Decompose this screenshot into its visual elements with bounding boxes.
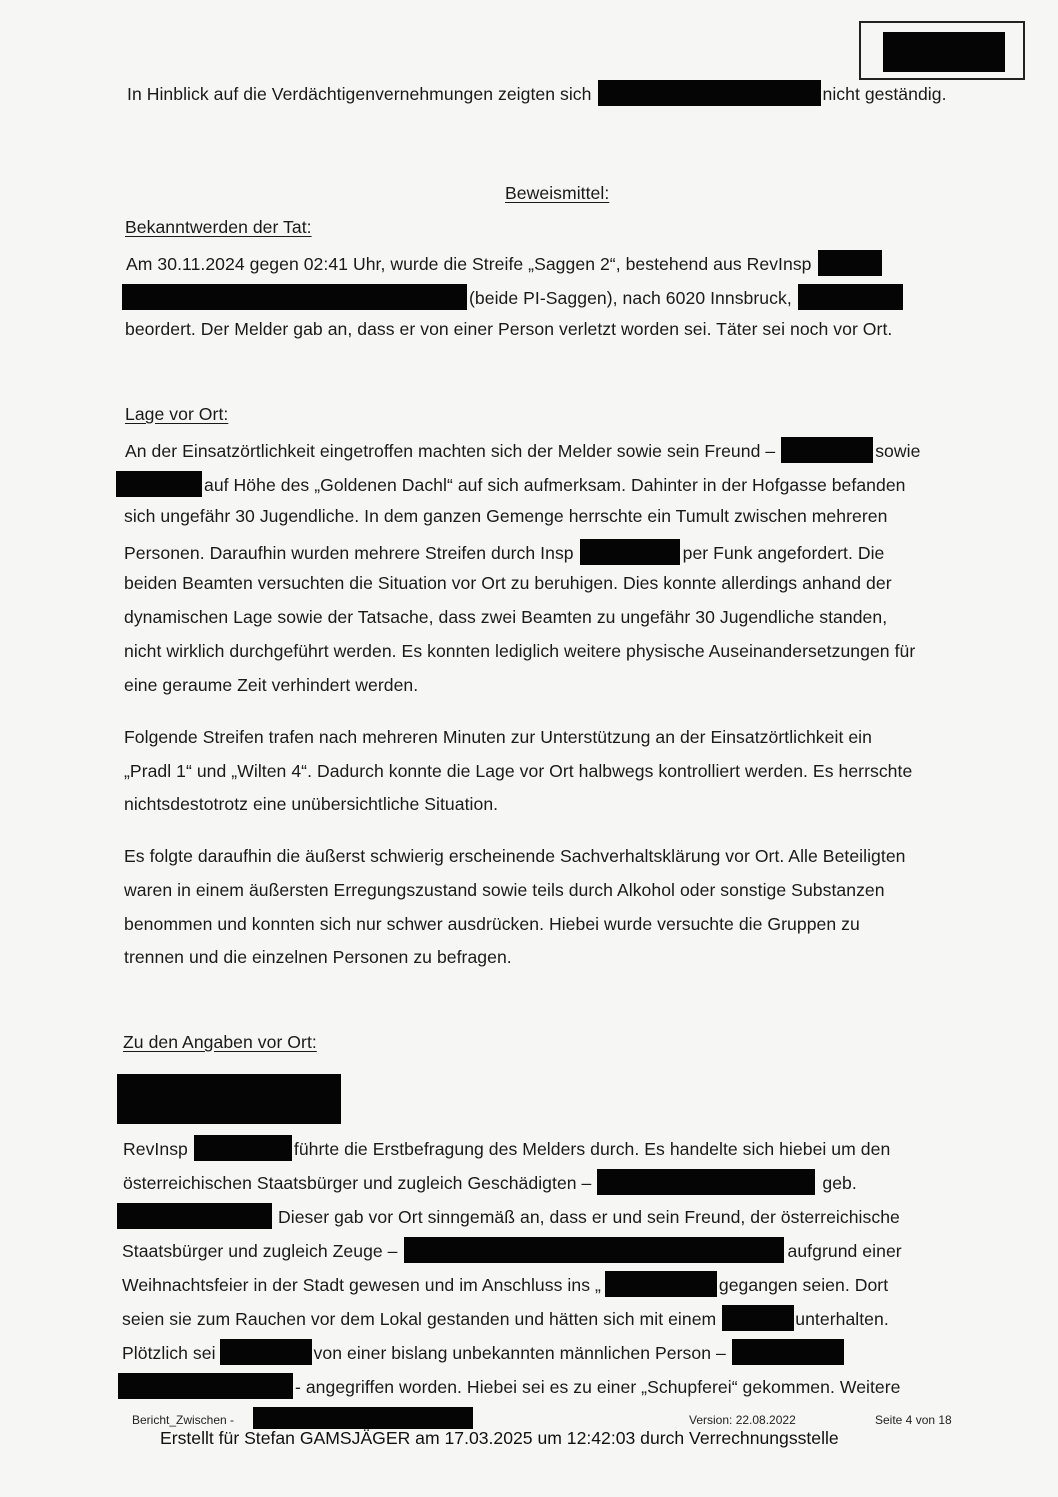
paragraph-line xyxy=(125,437,920,463)
redaction-bar xyxy=(781,437,873,463)
paragraph-line xyxy=(124,539,884,565)
text: von einer bislang unbekannten männlichen Person – xyxy=(313,1343,726,1363)
text: Plötzlich sei xyxy=(122,1343,216,1363)
paragraph-line: benommen und konnten sich nur schwer ausdrücken. Hiebei wurde versuchte die Gruppen zu xyxy=(124,914,860,934)
redaction-bar xyxy=(798,284,903,310)
redaction-bar xyxy=(605,1271,717,1297)
redaction-block xyxy=(117,1074,341,1124)
paragraph-line xyxy=(122,284,903,310)
redaction-bar xyxy=(732,1339,844,1365)
footer-created-note: Erstellt für Stefan GAMSJÄGER am 17.03.2025 um 12:42:03 durch Verrechnungsstelle xyxy=(160,1428,839,1448)
text: Staatsbürger und zugleich Zeuge – xyxy=(122,1241,398,1261)
text: (beide PI-Saggen), nach 6020 Innsbruck, xyxy=(469,288,792,308)
footer-version: Version: 22.08.2022 xyxy=(689,1413,796,1427)
paragraph-line xyxy=(126,250,882,276)
text: An der Einsatzörtlichkeit eingetroffen machten sich der Melder sowie sein Freund – xyxy=(125,441,776,461)
redaction-bar xyxy=(598,80,821,106)
redaction-bar xyxy=(253,1407,473,1429)
text: seien sie zum Rauchen vor dem Lokal gestanden und hätten sich mit einem xyxy=(122,1309,717,1329)
text: Bericht_Zwischen - xyxy=(132,1413,235,1427)
text: RevInsp xyxy=(123,1139,188,1159)
paragraph-line xyxy=(122,1271,888,1297)
paragraph-line: nicht wirklich durchgeführt werden. Es konnten lediglich weitere physische Auseinandersetzungen für xyxy=(124,641,916,661)
paragraph-line: trennen und die einzelnen Personen zu befragen. xyxy=(124,947,512,967)
section-heading: Beweismittel: xyxy=(505,183,610,203)
redaction-bar xyxy=(818,250,882,276)
paragraph-line xyxy=(116,471,906,497)
paragraph-line xyxy=(122,1339,844,1365)
paragraph-line xyxy=(123,1169,857,1195)
paragraph-line: sich ungefähr 30 Jugendliche. In dem ganzen Gemenge herrschte ein Tumult zwischen mehreren xyxy=(124,506,888,526)
redacted-stamp-box xyxy=(859,21,1025,80)
paragraph-line: eine geraume Zeit verhindert werden. xyxy=(124,675,419,695)
paragraph-line: Folgende Streifen trafen nach mehreren Minuten zur Unterstützung an der Einsatzörtlichkeit ein xyxy=(124,727,872,747)
text: unterhalten. xyxy=(795,1309,889,1329)
redaction-bar xyxy=(117,1203,272,1229)
subsection-title: Bekanntwerden der Tat: xyxy=(125,217,312,237)
redaction-bar xyxy=(722,1305,794,1331)
text: Personen. Daraufhin wurden mehrere Streifen durch Insp xyxy=(124,543,574,563)
text: Am 30.11.2024 gegen 02:41 Uhr, wurde die Streife „Saggen 2“, bestehend aus RevInsp xyxy=(126,254,812,274)
paragraph-line: waren in einem äußersten Erregungszustand sowie teils durch Alkohol oder sonstige Substanzen xyxy=(124,880,885,900)
paragraph-line xyxy=(122,1237,902,1263)
paragraph-line xyxy=(117,1203,900,1229)
redaction-bar xyxy=(597,1169,815,1195)
footer-page-number: Seite 4 von 18 xyxy=(875,1413,952,1427)
text: Dieser gab vor Ort sinngemäß an, dass er und sein Freund, der österreichische xyxy=(278,1207,900,1227)
paragraph-line xyxy=(118,1373,901,1399)
text: österreichischen Staatsbürger und zugleich Geschädigten – xyxy=(123,1173,592,1193)
redaction-bar xyxy=(883,32,1005,72)
paragraph-line xyxy=(123,1135,890,1161)
text: aufgrund einer xyxy=(787,1241,902,1261)
paragraph-line: dynamischen Lage sowie der Tatsache, dass zwei Beamten zu ungefähr 30 Jugendliche standen, xyxy=(124,607,888,627)
redaction-bar xyxy=(404,1237,784,1263)
paragraph-line: „Pradl 1“ und „Wilten 4“. Dadurch konnte die Lage vor Ort halbwegs kontrolliert werden. Es herrschte xyxy=(124,761,913,781)
text: per Funk angefordert. Die xyxy=(682,543,885,563)
text: - angegriffen worden. Hiebei sei es zu einer „Schupferei“ gekommen. Weitere xyxy=(295,1377,901,1397)
text: sowie xyxy=(875,441,921,461)
redaction-bar xyxy=(116,471,202,497)
text: führte die Erstbefragung des Melders durch. Es handelte sich hiebei um den xyxy=(293,1139,891,1159)
redaction-bar xyxy=(580,539,680,565)
paragraph-line xyxy=(122,1305,889,1331)
paragraph-line: beiden Beamten versuchten die Situation vor Ort zu beruhigen. Dies konnte allerdings anhand der xyxy=(124,573,892,593)
subsection-title: Lage vor Ort: xyxy=(125,404,229,424)
redaction-bar xyxy=(118,1373,293,1399)
redaction-bar xyxy=(122,284,467,310)
subsection-title: Zu den Angaben vor Ort: xyxy=(123,1032,317,1052)
intro-line xyxy=(127,80,947,106)
intro-text-pre: In Hinblick auf die Verdächtigenvernehmungen zeigten sich xyxy=(127,84,592,104)
paragraph-line: Es folgte daraufhin die äußerst schwierig erscheinende Sachverhaltsklärung vor Ort. Alle Beteiligten xyxy=(124,846,906,866)
intro-text-post: nicht geständig. xyxy=(822,84,947,104)
paragraph-line: nichtsdestotrotz eine unübersichtliche Situation. xyxy=(124,794,499,814)
redaction-bar xyxy=(194,1135,292,1161)
redaction-bar xyxy=(220,1339,312,1365)
text: Weihnachtsfeier in der Stadt gewesen und im Anschluss ins „ xyxy=(122,1275,601,1295)
footer-doc-name xyxy=(132,1413,234,1427)
text: geb. xyxy=(822,1173,857,1193)
text: auf Höhe des „Goldenen Dachl“ auf sich aufmerksam. Dahinter in der Hofgasse befanden xyxy=(204,475,906,495)
paragraph-line: beordert. Der Melder gab an, dass er von einer Person verletzt worden sei. Täter sei noch vor Ort. xyxy=(125,319,893,339)
text: gegangen seien. Dort xyxy=(718,1275,889,1295)
